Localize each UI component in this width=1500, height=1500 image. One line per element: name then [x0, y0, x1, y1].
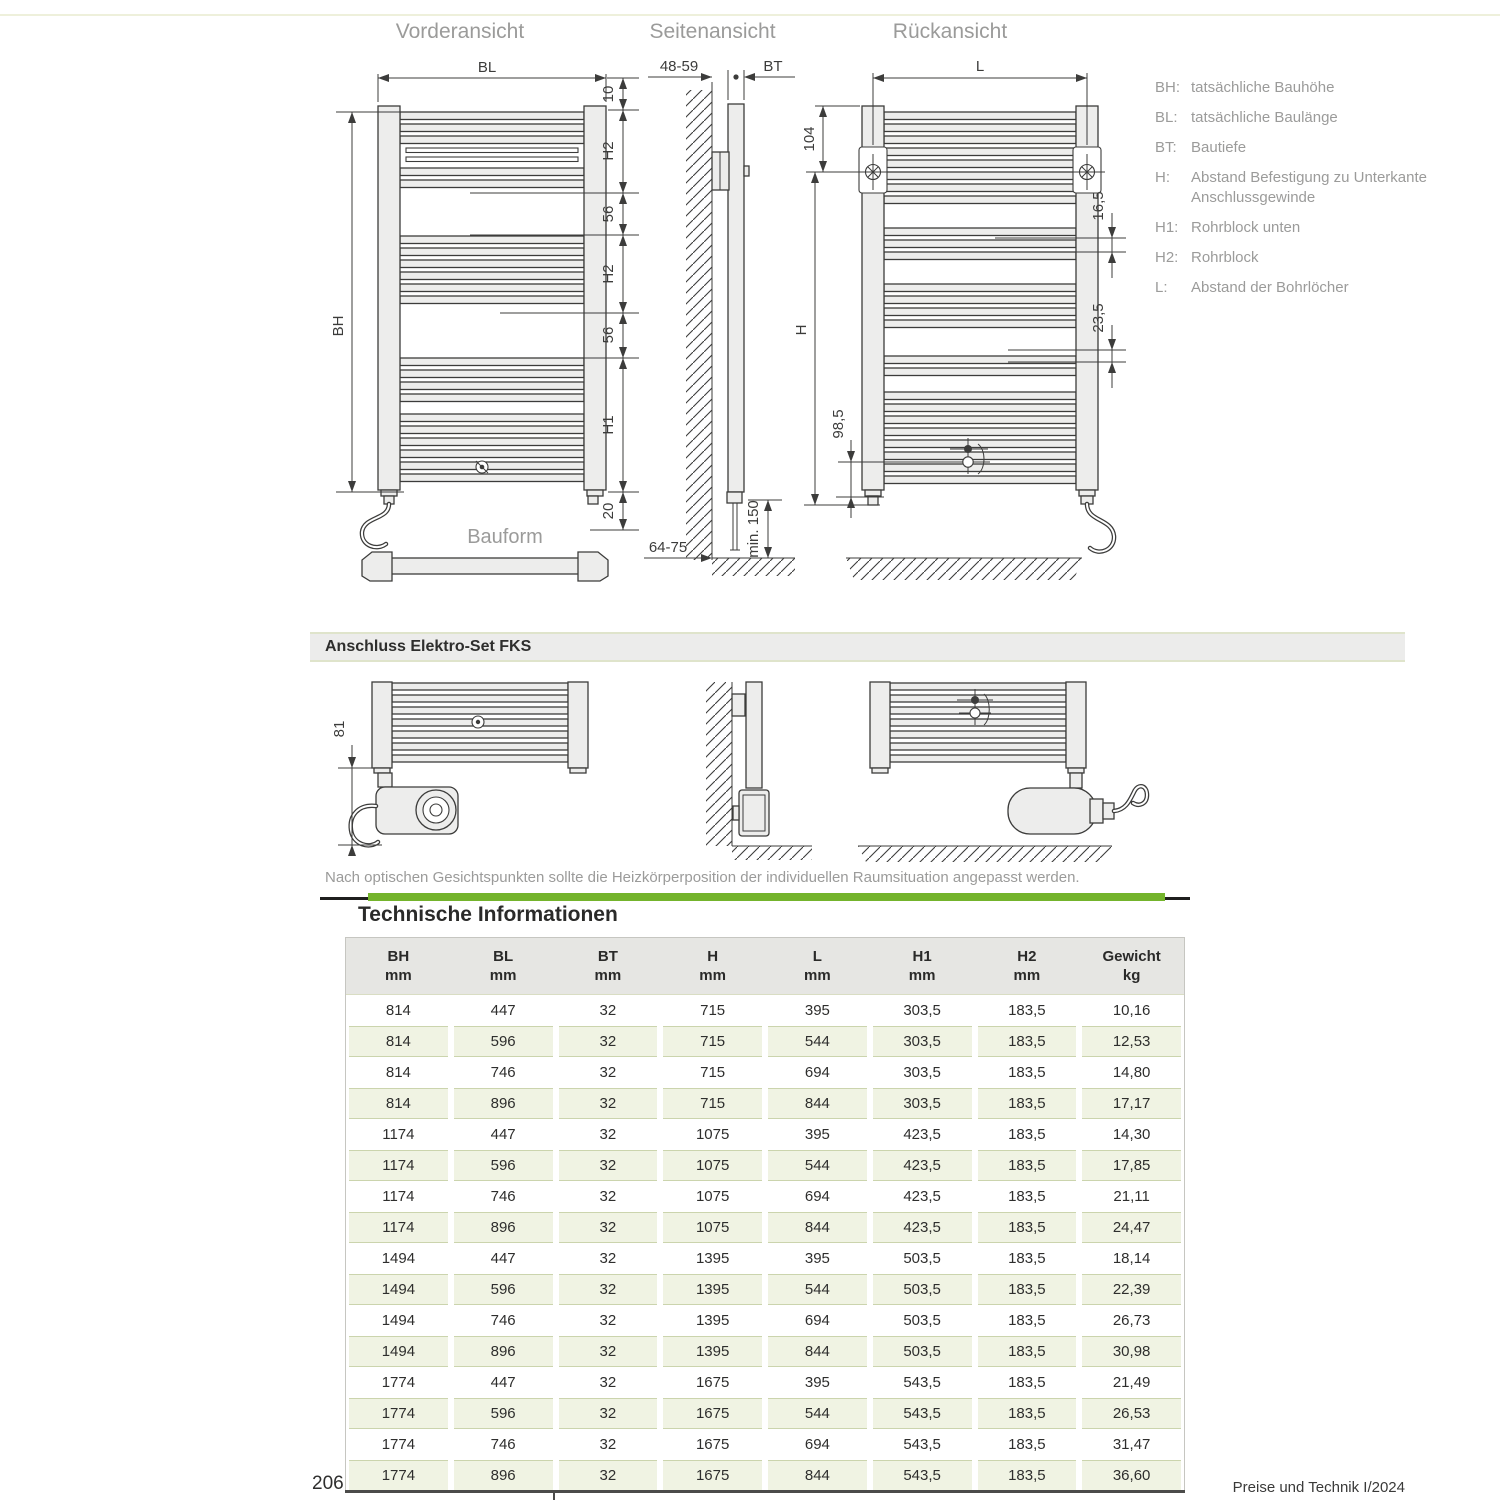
table-cell: 12,53 — [1082, 1026, 1181, 1057]
legend-text: Rohrblock — [1191, 249, 1259, 266]
dim-label-16-5: 16,5 — [1090, 191, 1107, 221]
table-cell: 183,5 — [1008, 1312, 1046, 1329]
column-unit: mm — [489, 967, 517, 984]
table-cell: 746 — [490, 1064, 516, 1081]
technical-table — [345, 937, 1185, 1491]
dim-label-104: 104 — [801, 126, 818, 152]
table-cell: 1174 — [382, 1188, 415, 1205]
table-cell: 14,80 — [1112, 1064, 1151, 1081]
table-cell: 31,47 — [1112, 1436, 1151, 1453]
column-unit: mm — [908, 967, 936, 984]
legend-key: H1: — [1155, 219, 1179, 236]
table-cell: 746 — [490, 1312, 516, 1329]
column-label: L — [812, 948, 822, 965]
legend-item — [1155, 78, 1437, 98]
table-cell: 447 — [490, 1126, 516, 1143]
table-cell: 26,73 — [1112, 1312, 1151, 1329]
legend-item — [1155, 248, 1437, 268]
table-cell: 21,11 — [1113, 1188, 1150, 1205]
table-cell: 32 — [559, 1336, 658, 1367]
table-cell: 694 — [804, 1064, 830, 1081]
table-cell: 1395 — [663, 1274, 762, 1305]
column-header — [1079, 938, 1184, 994]
column-label: BH — [387, 948, 410, 965]
table-cell: 1395 — [695, 1312, 730, 1329]
column-unit: mm — [804, 967, 831, 984]
dimension-legend — [1155, 78, 1437, 308]
table-header — [346, 938, 1184, 995]
table-cell: 183,5 — [1008, 1436, 1046, 1453]
table-cell: 32 — [559, 1398, 658, 1429]
table-cell: 32 — [599, 1064, 617, 1081]
table-cell: 183,5 — [1008, 1250, 1046, 1267]
table-cell: 844 — [768, 1336, 867, 1367]
table-cell: 32 — [599, 1002, 617, 1019]
legend-text: tatsächliche Baulänge — [1191, 109, 1338, 126]
column-unit: mm — [699, 967, 726, 984]
legend-key: BH: — [1155, 79, 1181, 96]
table-cell: 694 — [804, 1312, 830, 1329]
table-row — [346, 1057, 1184, 1088]
table-cell: 24,47 — [1082, 1212, 1181, 1243]
table-cell: 715 — [700, 1002, 726, 1019]
dim-label-h1: H1 — [600, 415, 617, 435]
table-cell: 544 — [768, 1026, 867, 1057]
column-label: H2 — [1017, 948, 1037, 965]
table-cell: 32 — [599, 1436, 617, 1453]
column-unit: mm — [1013, 967, 1041, 984]
page-number: 206 — [312, 1473, 344, 1494]
table-cell: 183,5 — [978, 1150, 1077, 1181]
table-row — [346, 1460, 1184, 1491]
table-cell: 596 — [454, 1398, 553, 1429]
dim-label-23-5: 23,5 — [1090, 303, 1107, 333]
table-cell: 814 — [349, 1026, 448, 1057]
column-header — [346, 938, 451, 994]
table-cell: 183,5 — [1008, 1188, 1046, 1205]
dim-label-81: 81 — [331, 720, 348, 738]
table-cell: 32 — [559, 1150, 658, 1181]
table-row — [346, 1150, 1184, 1181]
dim-label-l: L — [975, 58, 985, 75]
table-cell: 1174 — [382, 1126, 415, 1143]
table-cell: 1174 — [349, 1150, 448, 1181]
side-view — [644, 58, 795, 576]
bauform-label: Bauform — [467, 526, 543, 548]
wall-bracket-right — [1069, 147, 1105, 193]
table-cell: 596 — [454, 1274, 553, 1305]
vent-valve-icon — [476, 461, 488, 473]
table-cell: 17,85 — [1082, 1150, 1181, 1181]
table-cell: 1675 — [663, 1460, 762, 1491]
table-cell: 423,5 — [873, 1212, 972, 1243]
table-cell: 715 — [663, 1088, 762, 1119]
legend-item — [1155, 138, 1437, 158]
table-cell: 395 — [804, 1250, 830, 1267]
heating-element — [376, 787, 458, 834]
table-cell: 21,49 — [1112, 1374, 1151, 1391]
side-view-title: Seitenansicht — [649, 20, 776, 43]
table-cell: 32 — [559, 1274, 658, 1305]
table-cell: 543,5 — [903, 1436, 941, 1453]
table-title: Technische Informationen — [358, 903, 618, 926]
table-row — [346, 1398, 1184, 1429]
table-cell: 303,5 — [873, 1088, 972, 1119]
heating-element — [733, 790, 769, 836]
legend-key: H2: — [1155, 249, 1179, 266]
table-cell: 543,5 — [873, 1460, 972, 1491]
table-row — [346, 1336, 1184, 1367]
dim-label-h2-upper: H2 — [600, 141, 617, 161]
table-cell: 1075 — [695, 1126, 730, 1143]
table-cell: 1774 — [349, 1398, 448, 1429]
dim-label-56-upper: 56 — [600, 205, 617, 223]
bauform-top-view — [362, 552, 608, 581]
column-header — [870, 938, 975, 994]
vent-valve-icon — [472, 716, 484, 728]
table-cell: 183,5 — [1008, 1002, 1046, 1019]
table-cell: 1075 — [663, 1212, 762, 1243]
legend-item — [1155, 168, 1437, 208]
table-cell: 1494 — [349, 1274, 448, 1305]
table-cell: 303,5 — [903, 1064, 941, 1081]
table-row — [346, 1026, 1184, 1057]
column-label: H1 — [912, 948, 932, 965]
table-cell: 183,5 — [978, 1026, 1077, 1057]
table-cell: 1774 — [349, 1460, 448, 1491]
table-cell: 1675 — [695, 1436, 730, 1453]
table-cell: 1494 — [381, 1312, 416, 1329]
table-cell: 503,5 — [903, 1312, 941, 1329]
column-label: H — [707, 948, 719, 965]
table-cell: 395 — [804, 1126, 830, 1143]
legend-key: H: — [1155, 169, 1170, 186]
table-cell: 32 — [599, 1312, 617, 1329]
column-label: BL — [493, 948, 514, 965]
table-cell: 1675 — [695, 1374, 730, 1391]
table-row — [346, 1181, 1184, 1212]
table-cell: 543,5 — [903, 1374, 941, 1391]
table-cell: 447 — [490, 1374, 516, 1391]
dim-label-20: 20 — [600, 502, 617, 520]
column-unit: kg — [1122, 967, 1141, 984]
front-view — [330, 59, 639, 581]
rear-view-title: Rückansicht — [892, 20, 1008, 43]
table-cell: 303,5 — [873, 1026, 972, 1057]
table-cell: 183,5 — [978, 1460, 1077, 1491]
table-cell: 746 — [490, 1188, 516, 1205]
legend-text: Abstand der Bohrlöcher — [1191, 279, 1349, 296]
table-cell: 844 — [768, 1088, 867, 1119]
column-header — [556, 938, 661, 994]
dim-label-h: H — [793, 324, 810, 336]
table-cell: 814 — [349, 1088, 448, 1119]
table-cell: 1774 — [381, 1374, 416, 1391]
table-cell: 544 — [768, 1274, 867, 1305]
table-cell: 183,5 — [978, 1212, 1077, 1243]
legend-key: BT: — [1155, 139, 1177, 156]
table-cell: 896 — [454, 1212, 553, 1243]
table-cell: 746 — [490, 1436, 516, 1453]
table-cell: 183,5 — [978, 1088, 1077, 1119]
dim-label-bh: BH — [330, 315, 347, 337]
table-cell: 503,5 — [873, 1336, 972, 1367]
dim-label-98-5: 98,5 — [830, 409, 847, 439]
legend-text: Abstand Befestigung zu Unterkante Anschlussgewinde — [1191, 169, 1427, 206]
table-cell: 183,5 — [978, 1398, 1077, 1429]
table-cell: 844 — [768, 1212, 867, 1243]
table-cell: 32 — [599, 1374, 617, 1391]
wall-bracket-left — [855, 147, 891, 193]
table-cell: 22,39 — [1082, 1274, 1181, 1305]
table-row — [346, 1212, 1184, 1243]
legend-item — [1155, 218, 1437, 238]
table-cell: 26,53 — [1082, 1398, 1181, 1429]
legend-text: Rohrblock unten — [1191, 219, 1301, 236]
column-header — [765, 938, 870, 994]
table-cell: 183,5 — [1008, 1374, 1046, 1391]
table-cell: 183,5 — [978, 1336, 1077, 1367]
table-row — [346, 1088, 1184, 1119]
table-cell: 814 — [385, 1002, 411, 1019]
dim-label-64-75: 64-75 — [648, 539, 688, 556]
table-row — [346, 1243, 1184, 1274]
table-row — [346, 1119, 1184, 1150]
table-cell: 896 — [454, 1336, 553, 1367]
elektro-side-view — [706, 682, 812, 860]
column-label: Gewicht — [1102, 948, 1161, 965]
column-header — [975, 938, 1080, 994]
power-cable — [362, 504, 389, 547]
table-cell: 303,5 — [903, 1002, 941, 1019]
table-cell: 36,60 — [1082, 1460, 1181, 1491]
table-row — [346, 1367, 1184, 1398]
table-cell: 10,16 — [1112, 1002, 1151, 1019]
column-header — [451, 938, 556, 994]
table-cell: 896 — [454, 1460, 553, 1491]
elektro-set-drawing — [330, 665, 1150, 870]
table-cell: 1395 — [663, 1336, 762, 1367]
table-cell: 694 — [804, 1188, 830, 1205]
column-unit: mm — [385, 967, 412, 984]
table-cell: 423,5 — [903, 1188, 941, 1205]
table-cell: 183,5 — [978, 1274, 1077, 1305]
dim-label-h2-lower: H2 — [600, 264, 617, 284]
elektro-rear-view — [858, 682, 1147, 862]
table-cell: 18,14 — [1112, 1250, 1151, 1267]
table-cell: 596 — [454, 1150, 553, 1181]
table-cell: 395 — [804, 1002, 830, 1019]
technical-drawing — [330, 55, 1145, 605]
table-cell: 694 — [804, 1436, 830, 1453]
table-cell: 1395 — [695, 1250, 730, 1267]
table-cell: 395 — [804, 1374, 830, 1391]
table-cell: 814 — [385, 1064, 411, 1081]
legend-key: BL: — [1155, 109, 1178, 126]
table-cell: 183,5 — [1008, 1126, 1046, 1143]
table-cell: 423,5 — [873, 1150, 972, 1181]
table-cell: 1774 — [381, 1436, 416, 1453]
table-body — [346, 995, 1184, 1491]
dim-label-min150: min. 150 — [745, 500, 762, 558]
table-cell: 596 — [454, 1026, 553, 1057]
bottom-rule — [345, 1490, 1185, 1493]
table-cell: 32 — [559, 1026, 658, 1057]
table-cell: 1075 — [695, 1188, 730, 1205]
legend-text: Bautiefe — [1191, 139, 1247, 156]
table-row — [346, 1274, 1184, 1305]
dim-label-56-lower: 56 — [600, 326, 617, 344]
table-cell: 543,5 — [873, 1398, 972, 1429]
table-cell: 32 — [599, 1188, 617, 1205]
dim-label-wall-distance: 48-59 — [659, 58, 699, 75]
table-cell: 14,30 — [1112, 1126, 1151, 1143]
elektro-section-title: Anschluss Elektro-Set FKS — [325, 638, 532, 655]
table-cell: 32 — [559, 1212, 658, 1243]
table-row — [346, 1305, 1184, 1336]
table-cell: 183,5 — [1008, 1064, 1046, 1081]
table-cell: 447 — [490, 1002, 516, 1019]
table-cell: 1075 — [663, 1150, 762, 1181]
accent-green-bar — [368, 893, 1165, 901]
table-cell: 32 — [599, 1126, 617, 1143]
table-cell: 423,5 — [903, 1126, 941, 1143]
table-cell: 544 — [768, 1398, 867, 1429]
table-row — [346, 995, 1184, 1026]
legend-item — [1155, 108, 1437, 128]
column-header — [660, 938, 765, 994]
table-cell: 32 — [599, 1250, 617, 1267]
elektro-front-view — [331, 682, 588, 856]
table-cell: 715 — [663, 1026, 762, 1057]
column-unit: mm — [594, 967, 622, 984]
table-cell: 30,98 — [1082, 1336, 1181, 1367]
position-note: Nach optischen Gesichtspunkten sollte die Heizkörperposition der individuellen Raumsituation angepasst werden. — [325, 869, 1080, 886]
table-cell: 1494 — [381, 1250, 416, 1267]
bottom-rule-tick — [553, 1492, 555, 1500]
table-cell: 1494 — [349, 1336, 448, 1367]
top-divider — [0, 14, 1500, 16]
table-cell: 544 — [768, 1150, 867, 1181]
column-label: BT — [597, 948, 618, 965]
legend-item — [1155, 278, 1437, 298]
legend-key: L: — [1155, 279, 1168, 296]
table-cell: 715 — [700, 1064, 726, 1081]
table-cell: 32 — [559, 1460, 658, 1491]
rear-view — [793, 58, 1126, 580]
table-cell: 32 — [559, 1088, 658, 1119]
dim-label-10: 10 — [600, 85, 617, 103]
dim-label-bl: BL — [477, 59, 497, 76]
elektro-section-header — [310, 632, 1405, 662]
edition-label: Preise und Technik I/2024 — [1232, 1479, 1405, 1496]
table-cell: 896 — [454, 1088, 553, 1119]
table-cell: 844 — [768, 1460, 867, 1491]
table-cell: 1675 — [663, 1398, 762, 1429]
front-view-title: Vorderansicht — [395, 20, 525, 43]
table-row — [346, 1429, 1184, 1460]
table-cell: 503,5 — [873, 1274, 972, 1305]
dim-label-bt: BT — [763, 58, 783, 75]
table-cell: 17,17 — [1082, 1088, 1181, 1119]
table-cell: 1174 — [349, 1212, 448, 1243]
table-cell: 503,5 — [903, 1250, 941, 1267]
legend-text: tatsächliche Bauhöhe — [1191, 79, 1335, 96]
heating-element — [1008, 788, 1114, 834]
table-cell: 447 — [490, 1250, 516, 1267]
